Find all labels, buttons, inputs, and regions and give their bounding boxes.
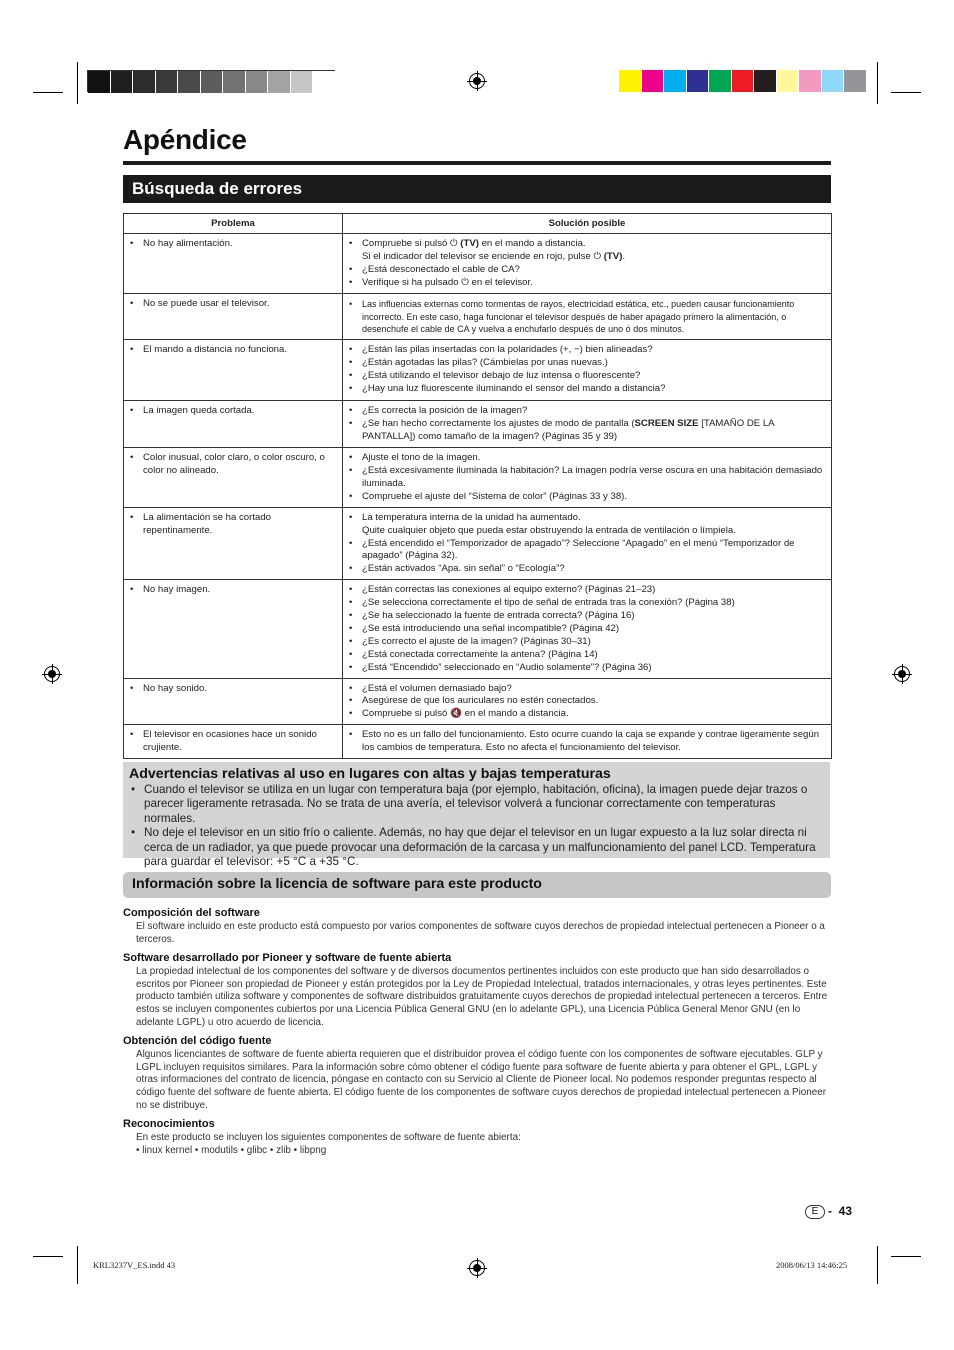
color-swatch xyxy=(291,71,314,93)
solution-item: • ¿Se está introduciendo una señal incompatible? (Página 42) xyxy=(362,623,825,636)
crop-mark xyxy=(33,92,63,93)
license-heading: Software desarrollado por Pioneer y software de fuente abierta xyxy=(123,952,452,964)
section-title: Búsqueda de errores xyxy=(123,175,831,203)
table-row xyxy=(124,234,832,294)
column-header-solution: Solución posible xyxy=(343,214,832,234)
color-swatch xyxy=(223,71,246,93)
mute-icon: 🔇 xyxy=(450,708,462,720)
solution-item: • Verifique si ha pulsado ⏻ en el televisor. xyxy=(362,277,825,290)
license-paragraph: Algunos licenciantes de software de fuente abierta requieren que el distribuidor provea el código fuente con los componentes de software ejecutables. GLP y LGPL incluyen requisitos similares. Para la información sobre cómo obtener el código fuente para software de fuente abierta y para obtener el GPL, LGPL y otras informaciones del contrato de licencia, póngase en contacto con su Servicio al Cliente de Pioneer local. No podemos responder preguntas respecto al código fuente del software de fuente abierta. El código fuente de los componentes de software cuyos derechos de propiedad intelectual pertenecen a Pioneer no se distribuye. xyxy=(136,1049,827,1111)
problem-text: • El televisor en ocasiones hace un sonido crujiente. xyxy=(143,729,336,755)
warning-item: • No deje el televisor en un sitio frío o caliente. Además, no hay que dejar el televisor en un lugar expuesto a la luz solar directa ni cerca de un radiador, ya que puede provocar una deformación de la carcasa y un malfuncionamiento del panel LCD. Temperatura para guardar el televisor: +5 °C a +35 °C. xyxy=(144,826,822,869)
color-swatch xyxy=(844,70,867,92)
color-swatch xyxy=(732,70,755,92)
solution-item: • Compruebe si pulsó ⏻ (TV) en el mando a distancia. Si el indicador del televisor se enciende en rojo, pulse ⏻ (TV). xyxy=(362,238,825,264)
solution-item: • ¿Están las pilas insertadas con la polaridades (+, −) bien alineadas? xyxy=(362,344,825,357)
color-swatch xyxy=(133,71,156,93)
color-swatch xyxy=(642,70,665,92)
problem-text: • Color inusual, color claro, o color oscuro, o color no alineado. xyxy=(143,452,336,478)
license-section-title: Información sobre la licencia de software para este producto xyxy=(123,872,831,898)
crop-mark xyxy=(77,1246,78,1284)
color-swatch xyxy=(709,70,732,92)
solution-item: • ¿Está conectada correctamente la antena? (Página 14) xyxy=(362,649,825,662)
license-heading: Composición del software xyxy=(123,907,260,919)
license-paragraph: El software incluido en este producto está compuesto por varios componentes de software cuyos derechos de propiedad intelectual pertenecen a Pioneer o a terceros. xyxy=(136,921,825,945)
color-swatch xyxy=(687,70,710,92)
solution-item: • Esto no es un fallo del funcionamiento. Esto ocurre cuando la caja se expande y contrae ligeramente según los cambios de temperatura. Esto no afecta el funcionamiento del televisor. xyxy=(362,729,825,755)
solution-item: • ¿Está “Encendido” seleccionado en “Audio solamente”? (Página 36) xyxy=(362,662,825,675)
solution-item: • ¿Es correcta la posición de la imagen? xyxy=(362,405,825,418)
color-calibration-bar xyxy=(619,70,867,92)
registration-mark-icon xyxy=(894,666,910,682)
color-swatch xyxy=(619,70,642,92)
color-swatch xyxy=(156,71,179,93)
table-row xyxy=(124,580,832,678)
crop-mark xyxy=(891,92,921,93)
license-paragraph: En este producto se incluyen los siguientes componentes de software de fuente abierta: xyxy=(136,1132,521,1143)
problem-text: • No hay alimentación. xyxy=(143,238,336,251)
license-heading: Reconocimientos xyxy=(123,1118,215,1130)
power-icon: ⏻ xyxy=(593,250,602,262)
color-swatch xyxy=(822,70,845,92)
crop-mark xyxy=(33,1256,63,1257)
table-row xyxy=(124,448,832,508)
temperature-warning-box xyxy=(123,762,830,869)
problem-text: • La imagen queda cortada. xyxy=(143,405,336,418)
column-header-problem: Problema xyxy=(124,214,343,234)
solution-item: • ¿Se ha seleccionado la fuente de entrada correcta? (Página 16) xyxy=(362,610,825,623)
troubleshooting-table xyxy=(123,213,832,759)
crop-mark xyxy=(891,1256,921,1257)
registration-mark-icon xyxy=(44,666,60,682)
solution-item: • ¿Está el volumen demasiado bajo? xyxy=(362,683,825,696)
table-row xyxy=(124,340,832,401)
language-badge: E xyxy=(805,1205,825,1219)
color-swatch xyxy=(777,70,800,92)
solution-item: • ¿Es correcto el ajuste de la imagen? (Páginas 30–31) xyxy=(362,636,825,649)
color-swatch xyxy=(799,70,822,92)
footer-timestamp: 2008/06/13 14:46:25 xyxy=(776,1260,848,1270)
color-swatch xyxy=(268,71,291,93)
license-heading: Obtención del código fuente xyxy=(123,1035,272,1047)
color-swatch xyxy=(313,71,336,93)
power-icon: ⏻ xyxy=(450,238,458,249)
problem-text: • No se puede usar el televisor. xyxy=(143,298,336,311)
problem-text: • No hay imagen. xyxy=(143,584,336,597)
solution-item: • ¿Está utilizando el televisor debajo de luz intensa o fluorescente? xyxy=(362,370,825,383)
page-number xyxy=(805,1204,852,1219)
problem-text: • La alimentación se ha cortado repentinamente. xyxy=(143,512,336,538)
solution-item: • ¿Está excesivamente iluminada la habitación? La imagen podría verse oscura en una habitación demasiado iluminada. xyxy=(362,465,825,491)
crop-mark xyxy=(877,62,878,104)
solution-item: • ¿Se han hecho correctamente los ajustes de modo de pantalla (SCREEN SIZE [TAMAÑO DE LA PANTALLA]) como tamaño de la imagen? (Páginas 35 y 39) xyxy=(362,418,825,444)
solution-item: • Las influencias externas como tormentas de rayos, electricidad estática, etc., pueden causar funcionamiento incorrecto. En este caso, haga funcionar el televisor después de haber apagado primero la alimentación, o desenchufe el cable de CA y vuelva a enchufarlo después de uno ó dos minutos. xyxy=(362,298,825,337)
solution-item: • Ajuste el tono de la imagen. xyxy=(362,452,825,465)
page-dash: - xyxy=(828,1204,832,1218)
solution-item: • ¿Están activados “Apa. sin señal” o “Ecología”? xyxy=(362,563,825,576)
warning-title: Advertencias relativas al uso en lugares con altas y bajas temperaturas xyxy=(129,766,611,782)
solution-item: • Compruebe si pulsó 🔇 en el mando a distancia. xyxy=(362,708,825,721)
solution-item: • ¿Hay una luz fluorescente iluminando el sensor del mando a distancia? xyxy=(362,383,825,396)
solution-item: • ¿Están correctas las conexiones al equipo externo? (Páginas 21–23) xyxy=(362,584,825,597)
license-paragraph: La propiedad intelectual de los componentes del software y de diversos documentos pertinentes incluidos con este producto que han sido desarrollados o escritos por Pioneer son propiedad de Pioneer y están protegidos por la Ley de Propiedad Intelectual, tratados internacionales, y otras leyes pertinentes. Este producto también utiliza software y componentes de software distribuidos gratuitamente cuyos derechos de propiedad intelectual pertenecen a terceros. Entre estos se incluyen componentes cubiertos por una Licencia Pública General GNU (en lo adelante GPL), una Licencia Pública General Menor GNU (en lo adelante LGPL) u otro acuerdo de licencia. xyxy=(136,966,828,1028)
color-swatch xyxy=(178,71,201,93)
gray-calibration-bar xyxy=(87,70,335,92)
problem-text: • No hay sonido. xyxy=(143,683,336,696)
page-number-value: 43 xyxy=(838,1204,853,1218)
crop-mark xyxy=(77,62,78,104)
color-swatch xyxy=(111,71,134,93)
table-row xyxy=(124,293,832,340)
license-components-list: • linux kernel • modutils • glibc • zlib • libpng xyxy=(136,1145,327,1156)
table-row xyxy=(124,507,832,580)
color-swatch xyxy=(754,70,777,92)
solution-item: • Asegúrese de que los auriculares no estén conectados. xyxy=(362,695,825,708)
footer-file: KRL3237V_ES.indd 43 xyxy=(93,1260,176,1270)
table-row xyxy=(124,678,832,725)
color-swatch xyxy=(88,71,111,93)
solution-item: • ¿Está encendido el “Temporizador de apagado”? Seleccione “Apagado” en el menú “Temporizador de apagado” (Página 32). xyxy=(362,538,825,564)
title-rule xyxy=(123,161,831,165)
solution-item: • ¿Se selecciona correctamente el tipo de señal de entrada tras la conexión? (Página 38) xyxy=(362,597,825,610)
power-icon: ⏻ xyxy=(461,276,469,288)
color-swatch xyxy=(246,71,269,93)
solution-item: • La temperatura interna de la unidad ha aumentado. Quite cualquier objeto que pueda estar obstruyendo la entrada de ventilación o límpiela. xyxy=(362,512,825,538)
solution-item: • Compruebe el ajuste del “Sistema de color” (Páginas 33 y 38). xyxy=(362,491,825,504)
registration-mark-icon xyxy=(469,73,485,89)
table-row xyxy=(124,725,832,759)
page-title: Apéndice xyxy=(123,124,247,155)
crop-mark xyxy=(877,1246,878,1284)
problem-text: • El mando a distancia no funciona. xyxy=(143,344,336,357)
warning-item: • Cuando el televisor se utiliza en un lugar con temperatura baja (por ejemplo, habitación, oficina), la imagen puede dejar trazos o parecer ligeramente retrasada. No se trata de una avería, el televisor volverá a funcionar correctamente con temperaturas normales. xyxy=(144,783,822,826)
table-header xyxy=(124,214,832,234)
table-row xyxy=(124,401,832,448)
color-swatch xyxy=(664,70,687,92)
registration-mark-icon xyxy=(469,1260,485,1276)
solution-item: • ¿Está desconectado el cable de CA? xyxy=(362,264,825,277)
solution-item: • ¿Están agotadas las pilas? (Cámbielas por unas nuevas.) xyxy=(362,357,825,370)
color-swatch xyxy=(201,71,224,93)
